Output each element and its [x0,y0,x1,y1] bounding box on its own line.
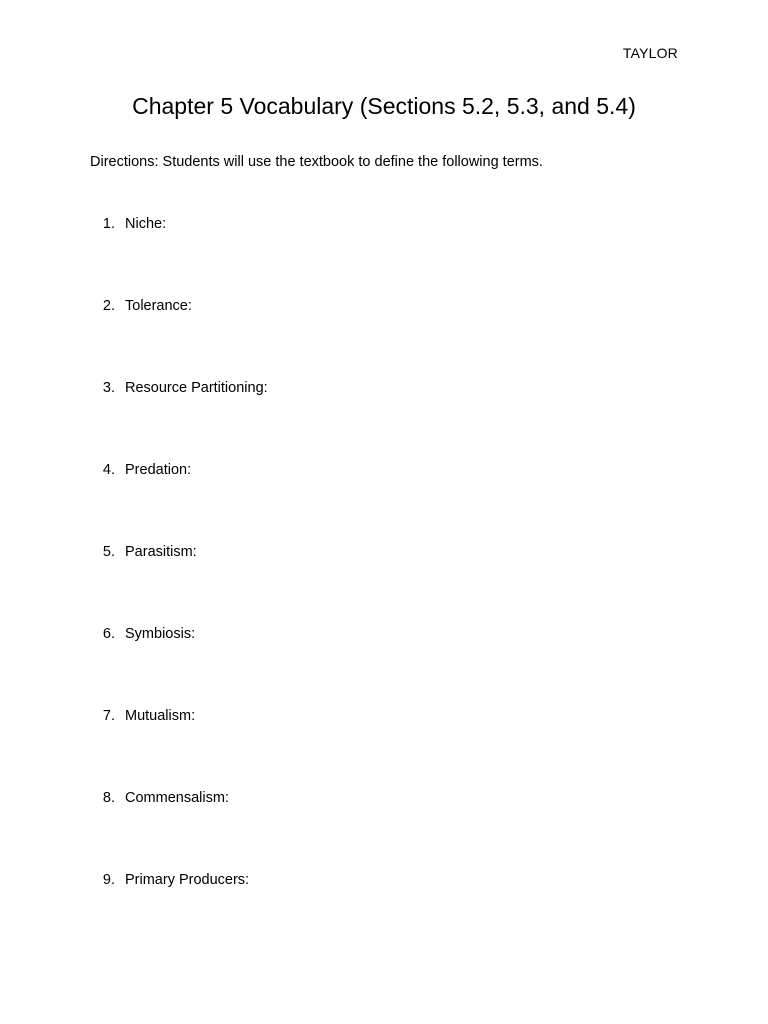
list-item-symbiosis [0,626,268,708]
list-item-label: Primary Producers: [125,872,250,888]
list-item-number: 7. [102,708,115,724]
list-item-label: Parasitism: [125,544,197,560]
list-item-predation [0,462,268,544]
student-name: TAYLOR [622,45,678,61]
page-title: Chapter 5 Vocabulary (Sections 5.2, 5.3, and 5.4) [132,93,636,119]
vocabulary-list [0,216,268,954]
list-item-tolerance [0,298,268,380]
directions-text: Directions: Students will use the textbook to define the following terms. [90,154,543,170]
list-item-commensalism [0,790,268,872]
list-item-number: 5. [102,544,115,560]
list-item-parasitism [0,544,268,626]
list-item-number: 4. [102,462,115,478]
list-item-number: 3. [102,380,115,396]
list-item-number: 6. [102,626,115,642]
list-item-label: Niche: [125,216,167,232]
list-item-label: Resource Partitioning: [125,380,268,396]
list-item-number: 2. [102,298,115,314]
list-item-mutualism [0,708,268,790]
list-item-number: 1. [102,216,115,232]
list-item-number: 9. [102,872,115,888]
list-item-label: Predation: [125,462,192,478]
list-item-label: Commensalism: [125,790,229,806]
list-item-niche [0,216,268,298]
list-item-number: 8. [102,790,115,806]
list-item-label: Mutualism: [125,708,196,724]
list-item-label: Tolerance: [125,298,192,314]
list-item-resource-partitioning [0,380,268,462]
list-item-primary-producers [0,872,268,954]
list-item-label: Symbiosis: [125,626,196,642]
